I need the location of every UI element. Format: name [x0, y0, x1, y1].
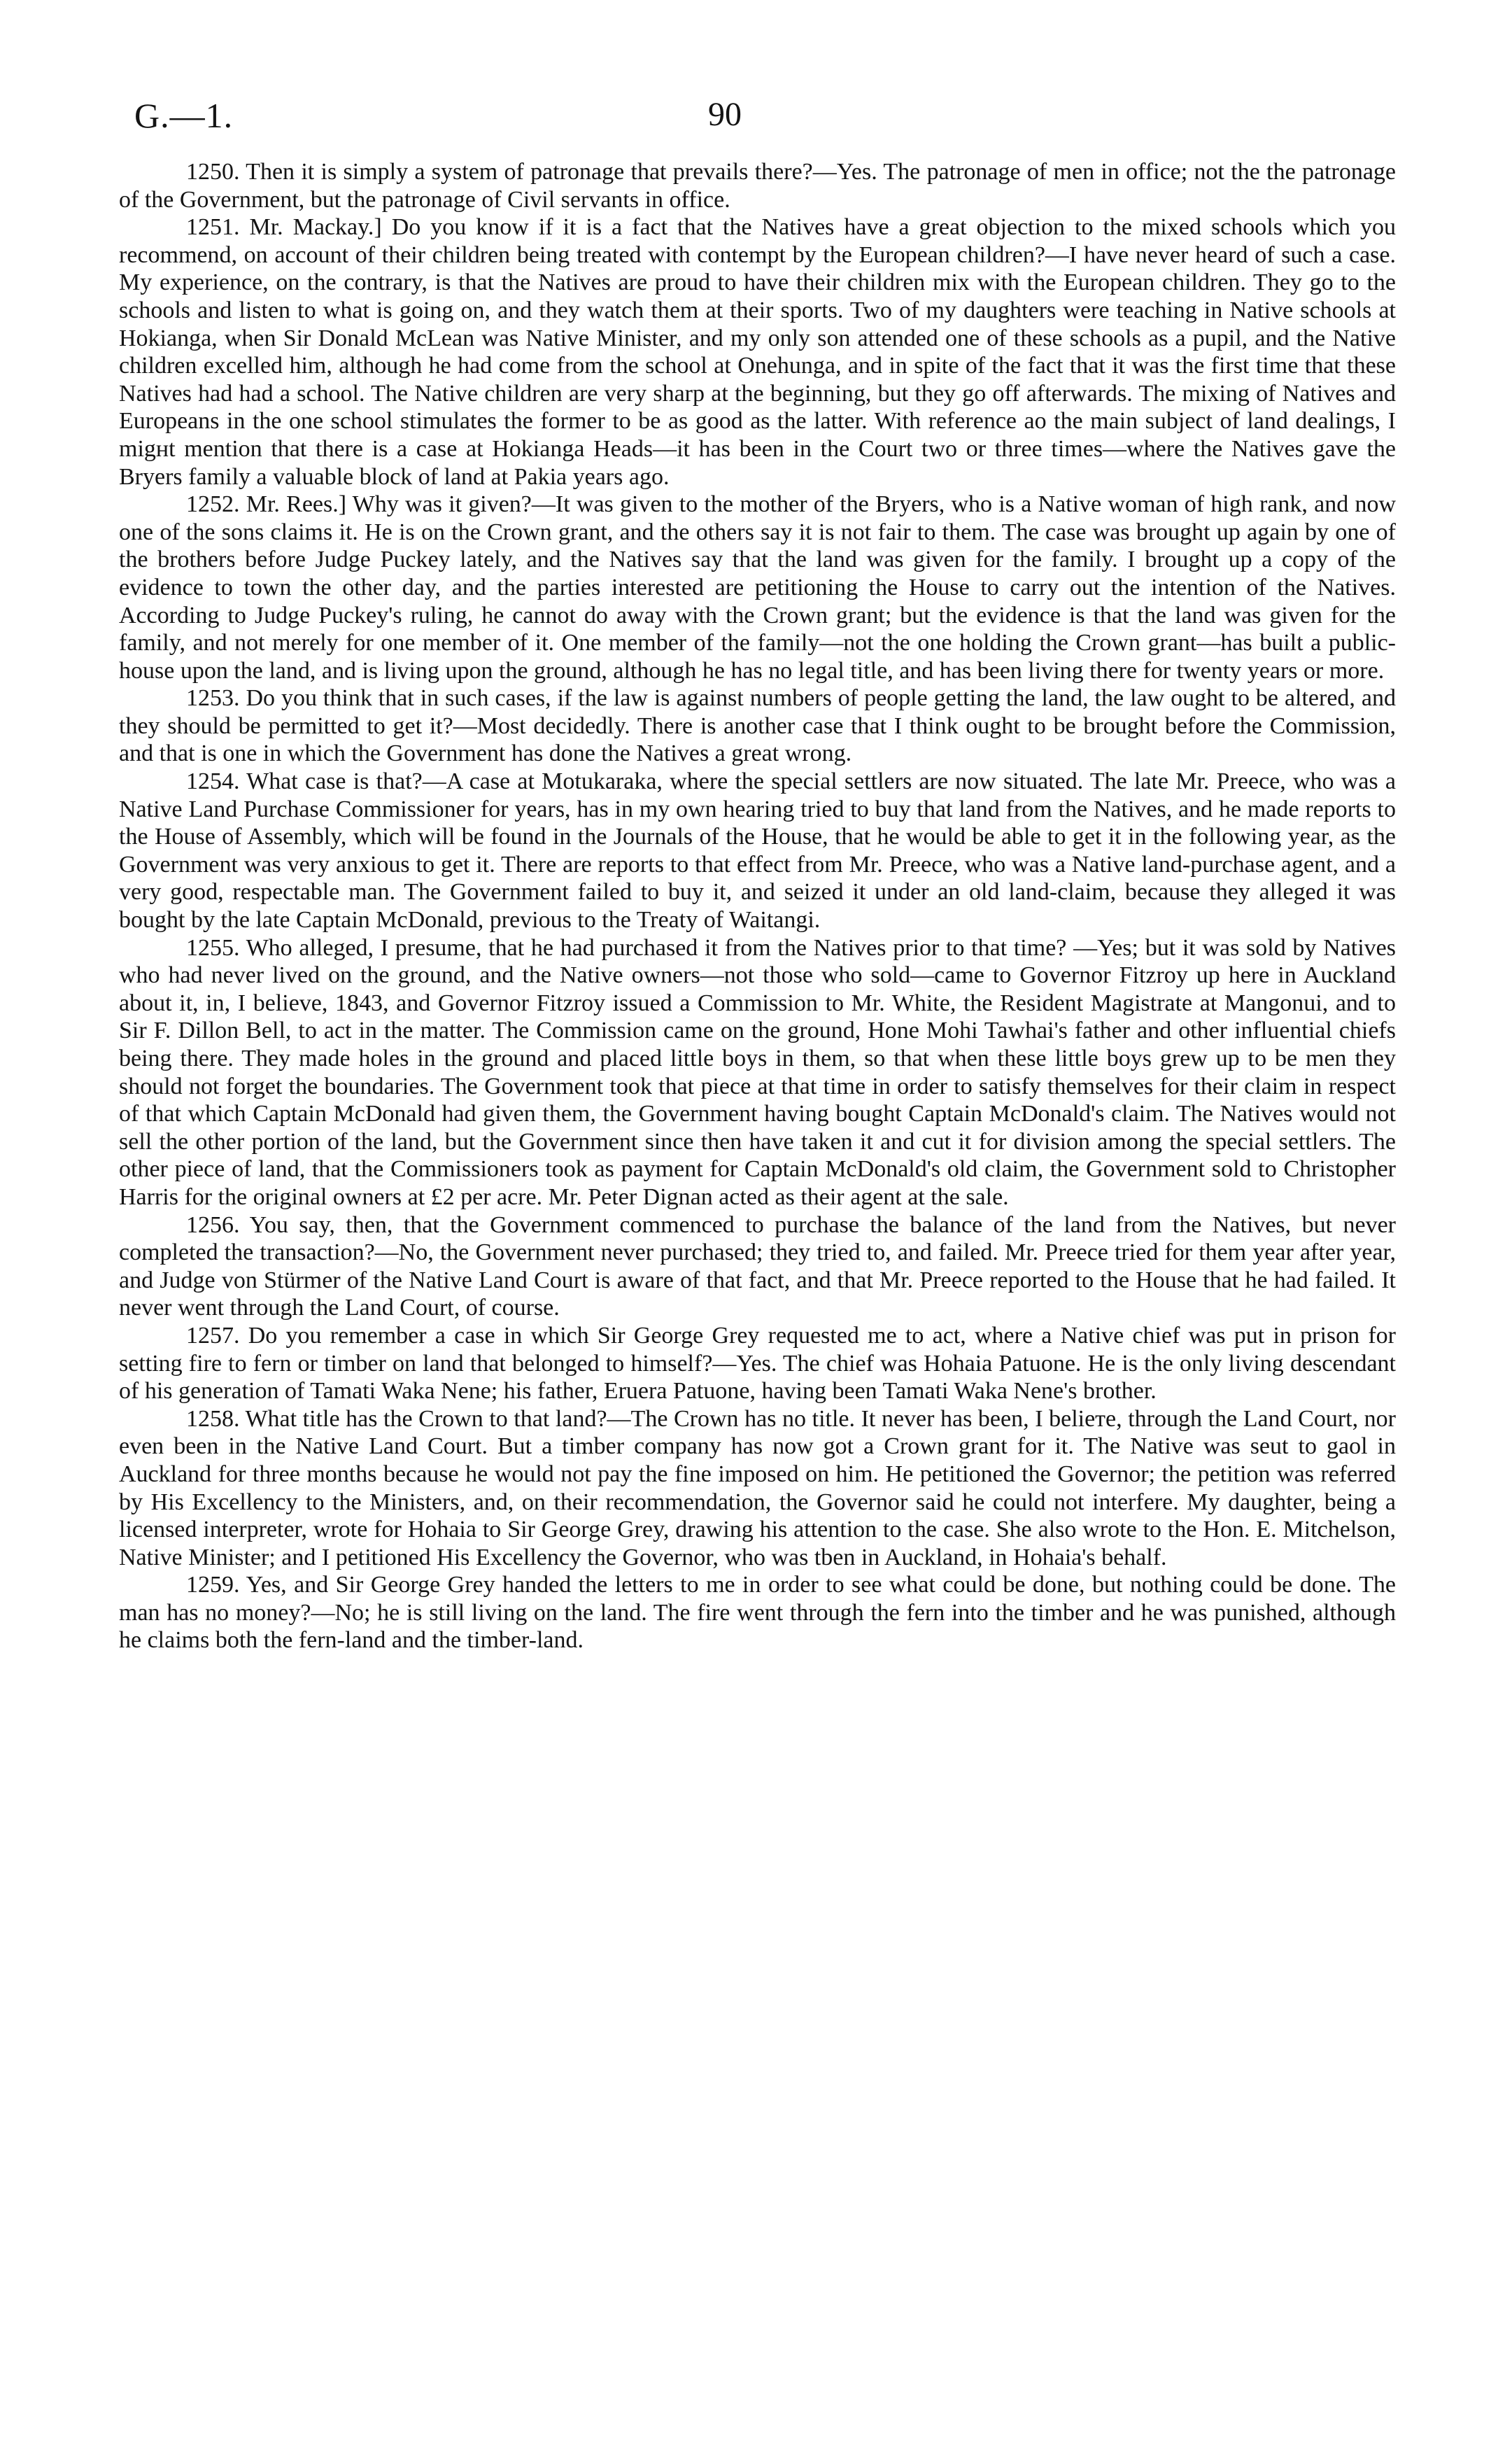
paragraph-1258: 1258. What title has the Crown to that land?—The Crown has no title. It never has been, I belieтe, through the Land Court, nor even been in the Native Land Court. But a timber company has now got a Crown grant for it. The Native was seut to gaol in Auckland for three months because he would not pay the fine imposed on him. He petitioned the Governor; the petition was referred by His Excellency to the Ministers, and, on their recommendation, the Governor said he could not interfere. My daughter, being a licensed interpreter, wrote for Hohaia to Sir George Grey, drawing his attention to the case. She also wrote to the Hon. E. Mitchelson, Native Minister; and I petitioned His Excellency the Governor, who was tben in Auckland, in Hohaia's behalf. — [119, 1405, 1396, 1570]
paragraph-1259: 1259. Yes, and Sir George Grey handed the letters to me in order to see what could be done, but nothing could be done. The man has no money?—No; he is still living on the land. The fire went through the fern into the timber and he was punished, although he claims both the fern-land and the timber-land. — [119, 1572, 1396, 1654]
series-label: G.—1. — [134, 96, 234, 135]
paragraph-1256: 1256. You say, then, that the Government commenced to purchase the balance of the land from the Natives, but never completed the transaction?—No, the Government never purchased; they tried to, and failed. Mr. Preece tried for them year after year, and Judge von Stürmer of the Native Land Court is aware of that fact, and that Mr. Preece reported to the House that he had failed. It never went through the Land Court, of course. — [119, 1211, 1396, 1321]
paragraph-1253: 1253. Do you think that in such cases, if the law is against numbers of people getting the land, the law ought to be altered, and they should be permitted to get it?—Most decidedly. There is another case that I think ought to be brought before the Commission, and that is one in which the Government has done the Natives a great wrong. — [119, 685, 1396, 767]
page-header — [134, 95, 1387, 144]
paragraph-1254: 1254. What case is that?—A case at Motukaraka, where the special settlers are now situated. The late Mr. Preece, who was a Native Land Purchase Commissioner for years, has in my own hearing tried to buy that land from the Natives, and he made reports to the House of Assembly, which will be found in the Journals of the House, that he would be able to get it in the following year, as the Government was very anxious to get it. There are reports to that effect from Mr. Preece, who was a Native land-purchase agent, and a very good, respectable man. The Government failed to buy it, and seized it under an old land-claim, because they alleged it was bought by the late Captain McDonald, previous to the Treaty of Waitangi. — [119, 768, 1396, 934]
paragraph-1250: 1250. Then it is simply a system of patronage that prevails there?—Yes. The patronage of men in office; not the the patronage of the Government, but the patronage of Civil servants in office. — [119, 159, 1396, 213]
paragraph-1255: 1255. Who alleged, I presume, that he had purchased it from the Natives prior to that time? —Yes; but it was sold by Natives who had never lived on the ground, and the Native owners—not those who sold—came to Governor Fitzroy up here in Auckland about it, in, I believe, 1843, and Governor Fitzroy issued a Commission to Mr. White, the Resident Magistrate at Mangonui, and to Sir F. Dillon Bell, to act in the matter. The Commission came on the ground, Hone Mohi Tawhai's father and other influential chiefs being there. They made holes in the ground and placed little boys in them, so that when these little boys grew up to be men they should not forget the boundaries. The Government took that piece at that time in order to satisfy themselves for their claim in respect of that which Captain McDonald had given them, the Government having bought Captain McDonald's claim. The Natives would not sell the other portion of the land, but the Government since then have taken it and cut it for division among the special settlers. The other piece of land, that the Commissioners took as payment for Captain McDonald's old claim, the Government sold to Christopher Harris for the original owners at £2 per acre. Mr. Peter Dignan acted as their agent at the sale. — [119, 934, 1396, 1210]
paragraph-1252: 1252. Mr. Rees.] Why was it given?—It was given to the mother of the Bryers, who is a Native woman of high rank, and now one of the sons claims it. He is on the Crown grant, and the others say it is not fair to them. The case was brought up again by one of the brothers before Judge Puckey lately, and the Natives say that the land was given for the family. I brought up a copy of the evidence to town the other day, and the parties interested are petitioning the House to carry out the intention of the Natives. According to Judge Puckey's ruling, he cannot do away with the Crown grant; but the evidence is that the land was given for the family, and not merely for one member of it. One member of the family—not the one holding the Crown grant—has built a public-house upon the land, and is living upon the ground, although he has no legal title, and has been living there for twenty years or more. — [119, 491, 1396, 684]
paragraph-1251: 1251. Mr. Mackay.] Do you know if it is a fact that the Natives have a great objection to the mixed schools which you recommend, on account of their children being treated with contempt by the European children?—I have never heard of such a case. My experience, on the contrary, is that the Natives are proud to have their children mix with the European children. They go to the schools and listen to what is going on, and they watch them at their sports. Two of my daughters were teaching in Native schools at Hokianga, when Sir Donald McLean was Native Minister, and my only son attended one of these schools as a pupil, and the Native children excelled him, although he had come from the school at Onehunga, and in spite of the fact that it was the first time that these Natives had had a school. The Native children are very sharp at the beginning, but they go off afterwards. The mixing of Natives and Europeans in the one school stimulates the former to be as good as the latter. With reference ao the main subject of land dealings, I migнt mention that there is a case at Hokianga Heads—it has been in the Court two or three times—where the Natives gave the Bryers family a valuable block of land at Pakia years ago. — [119, 214, 1396, 490]
page-body — [119, 158, 1396, 1654]
page-number: 90 — [708, 96, 742, 133]
paragraph-1257: 1257. Do you remember a case in which Sir George Grey requested me to act, where a Native chief was put in prison for setting fire to fern or timber on land that belonged to himself?—Yes. The chief was Hohaia Patuone. He is the only living descendant of his generation of Tamati Waka Nene; his father, Eruera Patuone, having been Tamati Waka Nene's brother. — [119, 1322, 1396, 1405]
